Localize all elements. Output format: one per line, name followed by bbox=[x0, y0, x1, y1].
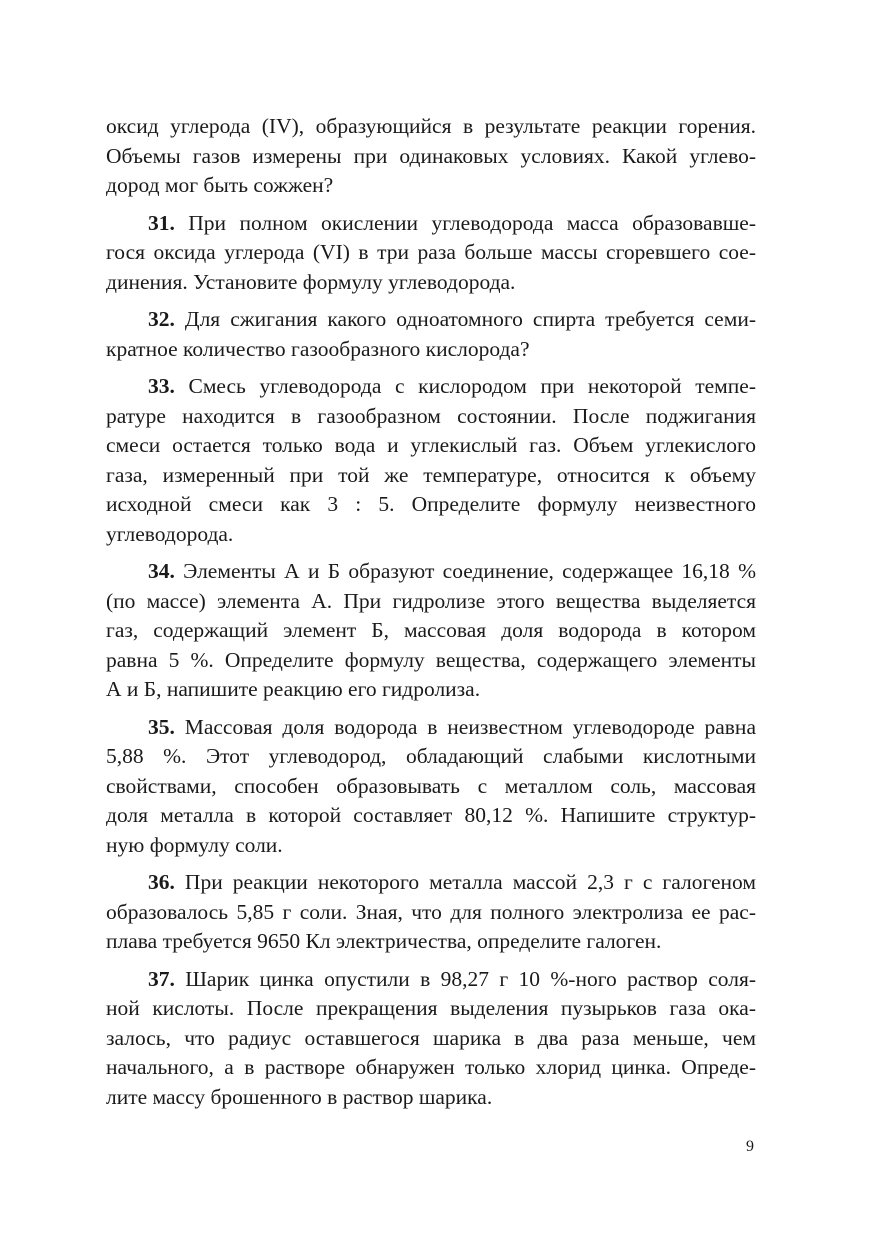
text-line: образовалось 5,85 г соли. Зная, что для полного электролиза ее рас- bbox=[106, 899, 756, 924]
text-line: углеводорода. bbox=[106, 521, 234, 546]
text-line: лите массу брошенного в раствор шарика. bbox=[106, 1084, 493, 1109]
page-number: 9 bbox=[746, 1138, 754, 1155]
text-line: Объемы газов измерены при одинаковых условиях. Какой углево- bbox=[106, 143, 756, 168]
problem-33 bbox=[106, 372, 756, 549]
text-line: динения. Установите формулу углеводорода. bbox=[106, 269, 516, 294]
page-content bbox=[106, 112, 756, 1120]
text-line bbox=[106, 965, 756, 995]
text-line: свойствами, способен образовывать с металлом соль, массовая bbox=[106, 773, 756, 798]
text-line: ной кислоты. После прекращения выделения пузырьков газа ока- bbox=[106, 996, 756, 1020]
text-line: гося оксида углерода (VI) в три раза больше массы сгоревшего сое- bbox=[106, 240, 756, 264]
problem-number: 31. bbox=[148, 210, 175, 235]
text-line bbox=[106, 868, 756, 898]
problem-text: Элементы А и Б образуют соединение, содержащее 16,18 % bbox=[174, 559, 756, 583]
text-line: смеси остается только вода и углекислый газ. Объем углекислого bbox=[106, 433, 756, 457]
problem-text: Для сжигания какого одноатомного спирта требуется семи- bbox=[174, 307, 756, 331]
text-line: начального, а в растворе обнаружен только хлорид цинка. Опреде- bbox=[106, 1055, 756, 1079]
intro-paragraph bbox=[106, 112, 756, 201]
problem-32 bbox=[106, 305, 756, 364]
text-line bbox=[106, 305, 756, 335]
problem-number: 37. bbox=[148, 966, 175, 991]
text-line: кратное количество газообразного кислорода? bbox=[106, 336, 530, 361]
problem-number: 32. bbox=[148, 307, 175, 331]
text-line: исходной смеси как 3 : 5. Определите формулу неизвестного bbox=[106, 492, 756, 516]
text-line bbox=[106, 557, 756, 587]
text-line: газа, измеренный при той же температуре, относится к объему bbox=[106, 462, 756, 487]
problem-text: При полном окислении углеводорода масса образовавше- bbox=[174, 210, 756, 235]
text-line: оксид углерода (IV), образующийся в результате реакции горения. bbox=[106, 114, 756, 138]
text-line: дород мог быть сожжен? bbox=[106, 173, 334, 197]
text-line bbox=[106, 713, 756, 743]
problem-number: 36. bbox=[148, 870, 175, 894]
problem-text: Шарик цинка опустили в 98,27 г 10 %-ного раствор соля- bbox=[174, 966, 756, 991]
text-line: равна 5 %. Определите формулу вещества, содержащего элементы bbox=[106, 647, 756, 672]
text-line bbox=[106, 372, 756, 402]
problem-number: 33. bbox=[148, 374, 175, 398]
text-line: залось, что радиус оставшегося шарика в два раза меньше, чем bbox=[106, 1025, 756, 1050]
problem-35 bbox=[106, 713, 756, 861]
text-line: 5,88 %. Этот углеводород, обладающий слабыми кислотными bbox=[106, 744, 756, 768]
problem-number: 35. bbox=[148, 714, 175, 739]
text-line bbox=[106, 209, 756, 239]
problem-text: При реакции некоторого металла массой 2,3 г с галогеном bbox=[174, 870, 756, 894]
problem-37 bbox=[106, 965, 756, 1113]
text-line: плава требуется 9650 Кл электричества, определите галоген. bbox=[106, 929, 662, 953]
text-line: ную формулу соли. bbox=[106, 832, 283, 857]
text-line: доля металла в которой составляет 80,12 %. Напишите структур- bbox=[106, 803, 756, 827]
problem-34 bbox=[106, 557, 756, 705]
problem-31 bbox=[106, 209, 756, 298]
problem-number: 34. bbox=[148, 559, 175, 583]
text-line: А и Б, напишите реакцию его гидролиза. bbox=[106, 677, 481, 701]
problem-36 bbox=[106, 868, 756, 957]
text-line: ратуре находится в газообразном состоянии. После поджигания bbox=[106, 403, 756, 428]
problem-text: Смесь углеводорода с кислородом при некоторой темпе- bbox=[174, 374, 756, 398]
text-line: газ, содержащий элемент Б, массовая доля водорода в котором bbox=[106, 618, 756, 642]
text-line: (по массе) элемента А. При гидролизе этого вещества выделяется bbox=[106, 588, 756, 613]
problem-text: Массовая доля водорода в неизвестном углеводороде равна bbox=[174, 714, 756, 739]
